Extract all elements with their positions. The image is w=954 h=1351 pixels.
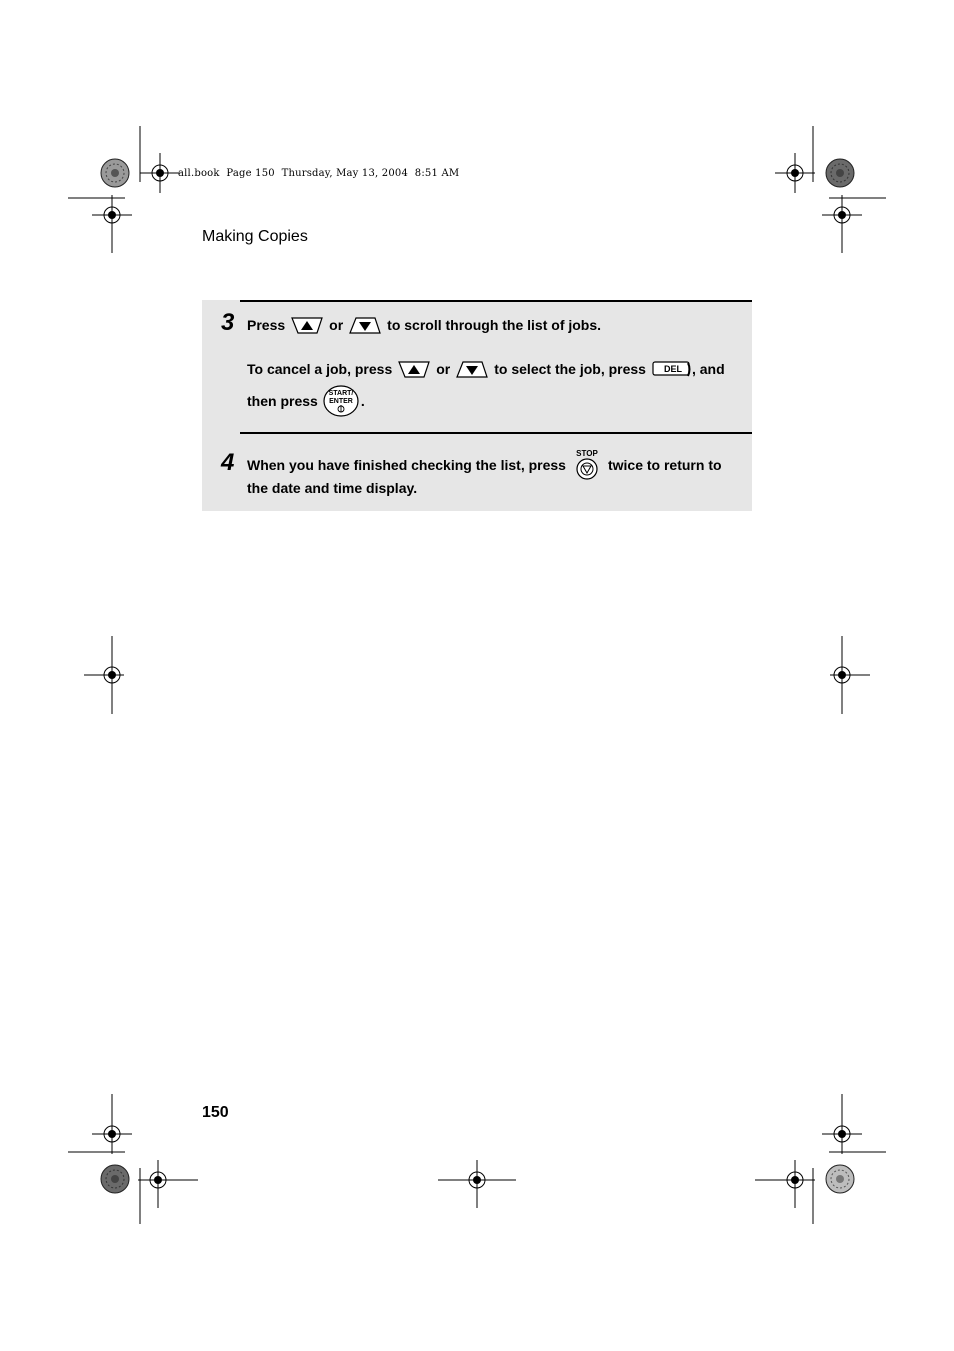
step-3-then-press-text: then press	[247, 393, 318, 409]
svg-text:STOP: STOP	[576, 449, 598, 458]
page-number: 150	[202, 1104, 229, 1121]
print-header: all.book Page 150 Thursday, May 13, 2004 8:51 AM	[178, 168, 460, 179]
step-4-finished-text: When you have finished checking the list, press	[247, 457, 566, 473]
step-3-scroll-text: to scroll through the list of jobs.	[387, 317, 602, 333]
step-3-select-text: to select the job, press	[494, 361, 646, 377]
color-target-icon	[825, 158, 855, 188]
color-target-icon	[100, 158, 130, 188]
step-3-number: 3	[221, 309, 235, 336]
step-3-and-text: , and	[691, 361, 725, 377]
color-target-icon	[100, 1164, 130, 1194]
step-3-cancel-text: To cancel a job, press	[247, 361, 393, 377]
registration-mark-icon	[82, 636, 126, 714]
step-3-period-text: .	[360, 393, 365, 409]
color-target-icon	[825, 1164, 855, 1194]
step-4-number: 4	[221, 449, 235, 476]
registration-mark-icon	[138, 1158, 198, 1210]
step-3-or-text: or	[329, 317, 344, 333]
step-4-display-text: the date and time display.	[247, 480, 418, 496]
svg-text:START/: START/	[328, 390, 354, 397]
registration-mark-icon	[90, 193, 134, 255]
svg-text:DEL: DEL	[663, 364, 682, 374]
registration-mark-icon	[820, 193, 864, 255]
registration-mark-icon	[820, 1094, 864, 1156]
registration-mark-icon	[438, 1158, 518, 1210]
step-4-twice-text: twice to return to	[607, 457, 722, 473]
svg-text:ENTER: ENTER	[328, 398, 353, 405]
registration-mark-icon	[755, 1158, 817, 1210]
registration-mark-icon	[138, 151, 182, 195]
step-3-press-text: Press	[247, 317, 286, 333]
registration-mark-icon	[828, 636, 872, 714]
step-3-or-text-2: or	[436, 361, 451, 377]
section-title: Making Copies	[202, 228, 308, 245]
registration-mark-icon	[773, 151, 817, 195]
registration-mark-icon	[90, 1094, 134, 1156]
